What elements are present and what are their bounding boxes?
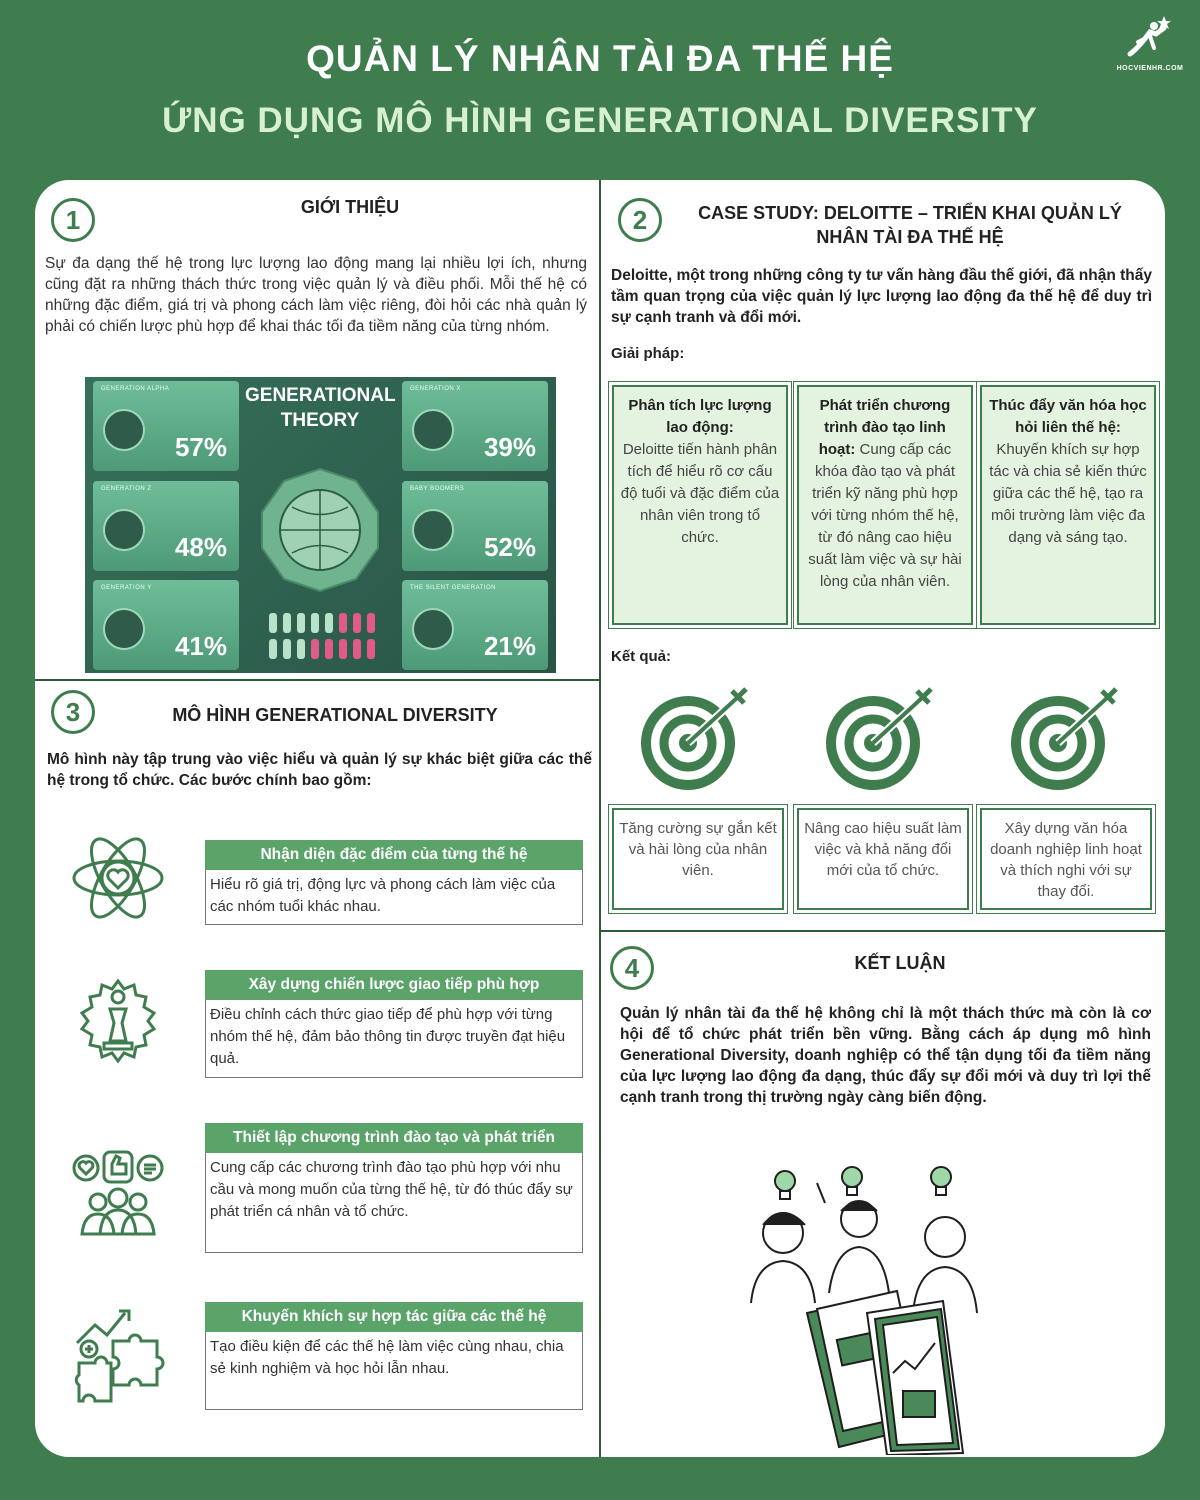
target-icon [640,683,752,793]
gen-label: BABY BOOMERS [410,486,465,492]
step-title-3: Thiết lập chương trình đào tạo và phát triển [205,1123,583,1153]
gen-panel [402,381,548,471]
solution-box [612,385,788,625]
solution-text: Deloitte tiến hành phân tích để hiểu rõ cơ cấu độ tuổi và đặc điểm của nhân viên trong tổ chức. [620,441,780,546]
person-icon [412,608,454,650]
intro-text: Sự đa dạng thế hệ trong lực lượng lao động mang lại nhiều lợi ích, nhưng cũng đặt ra những thách thức trong việc quản lý và điều phối. Mỗi thế hệ có những đặc điểm, giá trị và phong cách làm việc riêng, đòi hỏi các nhà quản lý phải có chiến lược phù hợp để khai thác tối đa tiềm năng của từng nhóm. [45,255,587,335]
section-number-2: 2 [618,198,662,242]
divider-vertical [599,180,601,1457]
atom-heart-icon [70,830,166,926]
result-box: Tăng cường sự gắn kết và hài lòng của nhân viên. [612,808,784,910]
step-text-3: Cung cấp các chương trình đào tạo phù hợp với nhu cầu và mong muốn của từng thế hệ, từ đó thúc đẩy sự phát triển cá nhân và tổ chức. [205,1153,583,1253]
gen-percent: 21% [483,631,536,661]
person-icon [103,608,145,650]
logo [1115,14,1185,80]
gen-panel [93,381,239,471]
model-title: MÔ HÌNH GENERATIONAL DIVERSITY [172,705,498,725]
solution-box [980,385,1156,625]
gen-theory-title [245,383,395,433]
divider-left [35,679,600,681]
gen-theory-line1: GENERATIONAL [245,385,396,406]
step-title-4: Khuyến khích sự hợp tác giữa các thế hệ [205,1302,583,1332]
logo-runner-icon [1124,14,1176,58]
gen-panel [93,580,239,670]
result-box: Nâng cao hiệu suất làm việc và khả năng đổi mới của tổ chức. [797,808,969,910]
section-number-4: 4 [610,946,654,990]
step-title-1: Nhận diện đặc điểm của từng thế hệ [205,840,583,870]
logo-text: HOCVIENHR.COM [1116,65,1184,72]
people-pictogram-icon [265,609,377,665]
intro-title: GIỚI THIỆU [300,197,400,217]
target-icon [825,683,937,793]
case-study-title: CASE STUDY: DELOITTE – TRIỂN KHAI QUẢN LÝ NHÂN TÀI ĐA THẾ HỆ [698,203,1122,247]
person-icon [103,509,145,551]
result-box: Xây dựng văn hóa doanh nghiệp linh hoạt và thích nghi với sự thay đổi. [980,808,1152,910]
person-icon [103,409,145,451]
gen-theory-line2: THEORY [280,410,360,431]
solution-text: Khuyến khích sự hợp tác và chia sẻ kiến thức giữa các thế hệ, tạo ra môi trường làm việc đa dạng và sáng tạo. [989,441,1147,546]
team-ideas-illustration [747,1163,992,1455]
case-study-intro: Deloitte, một trong những công ty tư vấn hàng đầu thế giới, đã nhận thấy tầm quan trọng của việc quản lý lực lượng lao động đa thế hệ để duy trì sự cạnh tranh và đổi mới. [611,267,1152,326]
puzzle-growth-icon [73,1305,165,1405]
solution-text: Cung cấp các khóa đào tạo và phát triển kỹ năng phù hợp với từng nhóm thế hệ, từ đó nâng cao hiệu suất làm việc và sự hài lòng của nhân viên. [808,441,962,590]
generational-theory-image [85,377,556,673]
gen-label: THE SILENT GENERATION [410,585,496,591]
model-intro: Mô hình này tập trung vào việc hiểu và quản lý sự khác biệt giữa các thế hệ trong tổ chức. Các bước chính bao gồm: [47,751,592,789]
results-label: Kết quả: [611,648,671,665]
solution-title: Phát triển chương trình đào tạo linh hoạt: [818,397,951,458]
gen-label: GENERATION ALPHA [101,386,170,392]
solution-title: Phân tích lực lượng lao động: [628,397,772,436]
section-number-3: 3 [51,690,95,734]
content-card [35,180,1165,1457]
gen-percent: 41% [174,631,227,661]
page-title: QUẢN LÝ NHÂN TÀI ĐA THẾ HỆ [306,38,894,79]
team-feedback-icon [70,1148,166,1240]
step-text-1: Hiểu rõ giá trị, động lực và phong cách làm việc của các nhóm tuổi khác nhau. [205,870,583,925]
divider-right [600,930,1165,932]
gen-label: GENERATION Z [101,486,152,492]
person-icon [412,509,454,551]
gen-percent: 57% [174,432,227,462]
step-text-2: Điều chỉnh cách thức giao tiếp để phù hợp với từng nhóm thế hệ, đảm bảo thông tin được truyền đạt hiệu quả. [205,1000,583,1078]
gen-panel [93,481,239,571]
step-text-4: Tạo điều kiện để các thế hệ làm việc cùng nhau, chia sẻ kinh nghiệm và học hỏi lẫn nhau. [205,1332,583,1410]
gen-panel [402,481,548,571]
conclusion-text: Quản lý nhân tài đa thế hệ không chỉ là một thách thức mà còn là cơ hội để tổ chức phát triển bền vững. Bằng cách áp dụng mô hình Generational Diversity, doanh nghiệp có thể tận dụng tối đa tiềm năng của lực lượng lao động đa dạng, thúc đẩy sự đổi mới và duy trì lợi thế cạnh tranh trong thị trường ngày càng biến động. [620,1005,1151,1106]
person-icon [412,409,454,451]
step-title-2: Xây dựng chiến lược giao tiếp phù hợp [205,970,583,1000]
page-subtitle: ỨNG DỤNG MÔ HÌNH GENERATIONAL DIVERSITY [162,101,1038,140]
target-icon [1010,683,1122,793]
globe-icon [257,467,383,593]
solution-box [797,385,973,625]
gen-percent: 52% [483,532,536,562]
gen-panel [402,580,548,670]
conclusion-title: KẾT LUẬN [854,953,946,973]
section-number-1: 1 [51,198,95,242]
solution-title: Thúc đẩy văn hóa học hỏi liên thế hệ: [989,397,1147,436]
chess-gear-icon [70,975,166,1071]
gen-label: GENERATION X [410,386,461,392]
gen-percent: 39% [483,432,536,462]
gen-percent: 48% [174,532,227,562]
solutions-label: Giải pháp: [611,345,685,362]
gen-label: GENERATION Y [101,585,152,591]
